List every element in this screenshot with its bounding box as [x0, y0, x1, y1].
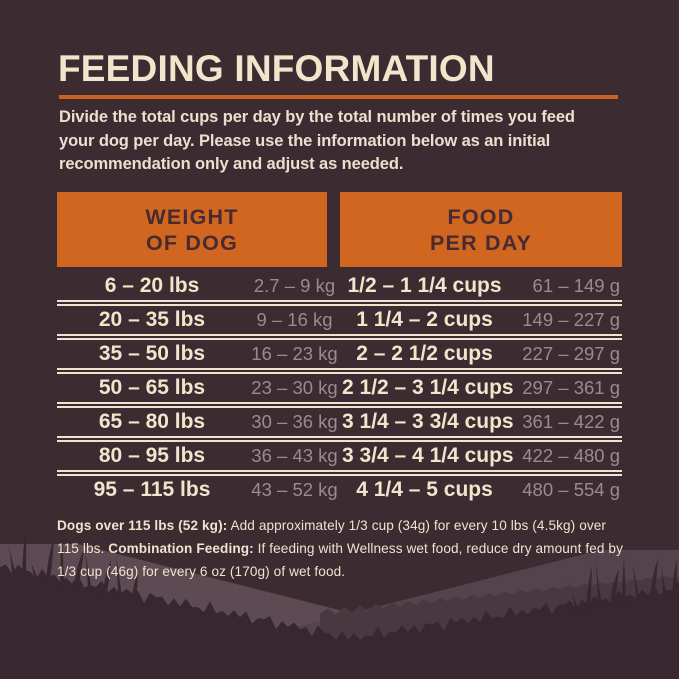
intro-line: recommendation only and adjust as needed.	[59, 155, 404, 173]
feeding-table	[57, 272, 622, 504]
cell-food-grams: 149 – 227 g	[522, 309, 620, 330]
cell-food-cups: 1/2 – 1 1/4 cups	[347, 274, 502, 297]
table-row	[57, 374, 622, 402]
cell-weight-lbs: 95 – 115 lbs	[93, 478, 211, 501]
cell-food-grams: 480 – 554 g	[522, 479, 620, 500]
cell-food-cups: 2 – 2 1/2 cups	[356, 342, 493, 365]
intro-text	[59, 106, 659, 177]
table-row	[57, 476, 622, 504]
cell-food-cups: 1 1/4 – 2 cups	[356, 308, 493, 331]
cell-weight-kg: 43 – 52 kg	[251, 479, 338, 500]
header-label: WEIGHT	[145, 204, 239, 229]
cell-weight-lbs: 20 – 35 lbs	[98, 308, 206, 331]
table-row	[57, 272, 622, 300]
cell-food-cups: 4 1/4 – 5 cups	[356, 478, 493, 501]
page-title: FEEDING INFORMATION	[58, 48, 495, 89]
cell-food-grams: 422 – 480 g	[522, 445, 620, 466]
column-header-food-per-day	[340, 192, 622, 267]
footnote-line	[57, 514, 637, 537]
cell-food-grams: 227 – 297 g	[522, 343, 620, 364]
table-row	[57, 306, 622, 334]
table-row	[57, 442, 622, 470]
cell-weight-kg: 36 – 43 kg	[251, 445, 338, 466]
cell-weight-lbs: 6 – 20 lbs	[104, 274, 200, 297]
cell-weight-kg: 2.7 – 9 kg	[253, 275, 336, 296]
cell-food-cups: 3 1/4 – 3 3/4 cups	[342, 410, 514, 433]
cell-food-cups: 3 3/4 – 4 1/4 cups	[342, 444, 514, 467]
cell-weight-lbs: 80 – 95 lbs	[98, 444, 206, 467]
column-header-weight-of-dog	[57, 192, 327, 267]
footnote-line	[57, 537, 637, 560]
table-row	[57, 408, 622, 436]
intro-line: your dog per day. Please use the information below as an initial	[59, 131, 551, 150]
footnote-text: If feeding with Wellness wet food, reduce dry amount fed by	[253, 541, 623, 556]
intro-line: Divide the total cups per day by the total number of times you feed	[59, 108, 575, 126]
cell-weight-kg: 9 – 16 kg	[256, 309, 333, 330]
header-label: PER DAY	[429, 230, 532, 255]
footnote	[57, 514, 637, 583]
cell-food-grams: 61 – 149 g	[532, 275, 620, 296]
cell-weight-kg: 16 – 23 kg	[251, 343, 338, 364]
cell-food-cups: 2 1/2 – 3 1/4 cups	[342, 376, 514, 399]
footnote-bold-lead: Combination Feeding:	[108, 541, 254, 556]
footnote-bold-lead: Dogs over 115 lbs (52 kg):	[57, 518, 228, 533]
header-label: OF DOG	[145, 230, 238, 255]
header-label: FOOD	[447, 204, 515, 229]
title-divider	[59, 95, 618, 99]
cell-weight-kg: 30 – 36 kg	[251, 411, 338, 432]
cell-weight-lbs: 65 – 80 lbs	[98, 410, 206, 433]
footnote-text: 115 lbs.	[57, 541, 109, 556]
cell-weight-lbs: 35 – 50 lbs	[98, 342, 206, 365]
footnote-line	[57, 560, 637, 583]
cell-weight-lbs: 50 – 65 lbs	[98, 376, 206, 399]
table-row	[57, 340, 622, 368]
footnote-text: 1/3 cup (46g) for every 6 oz (170g) of wet food.	[57, 564, 346, 579]
cell-food-grams: 297 – 361 g	[522, 377, 620, 398]
cell-weight-kg: 23 – 30 kg	[251, 377, 338, 398]
cell-food-grams: 361 – 422 g	[522, 411, 620, 432]
footnote-text: Add approximately 1/3 cup (34g) for every 10 lbs (4.5kg) over	[227, 518, 607, 533]
